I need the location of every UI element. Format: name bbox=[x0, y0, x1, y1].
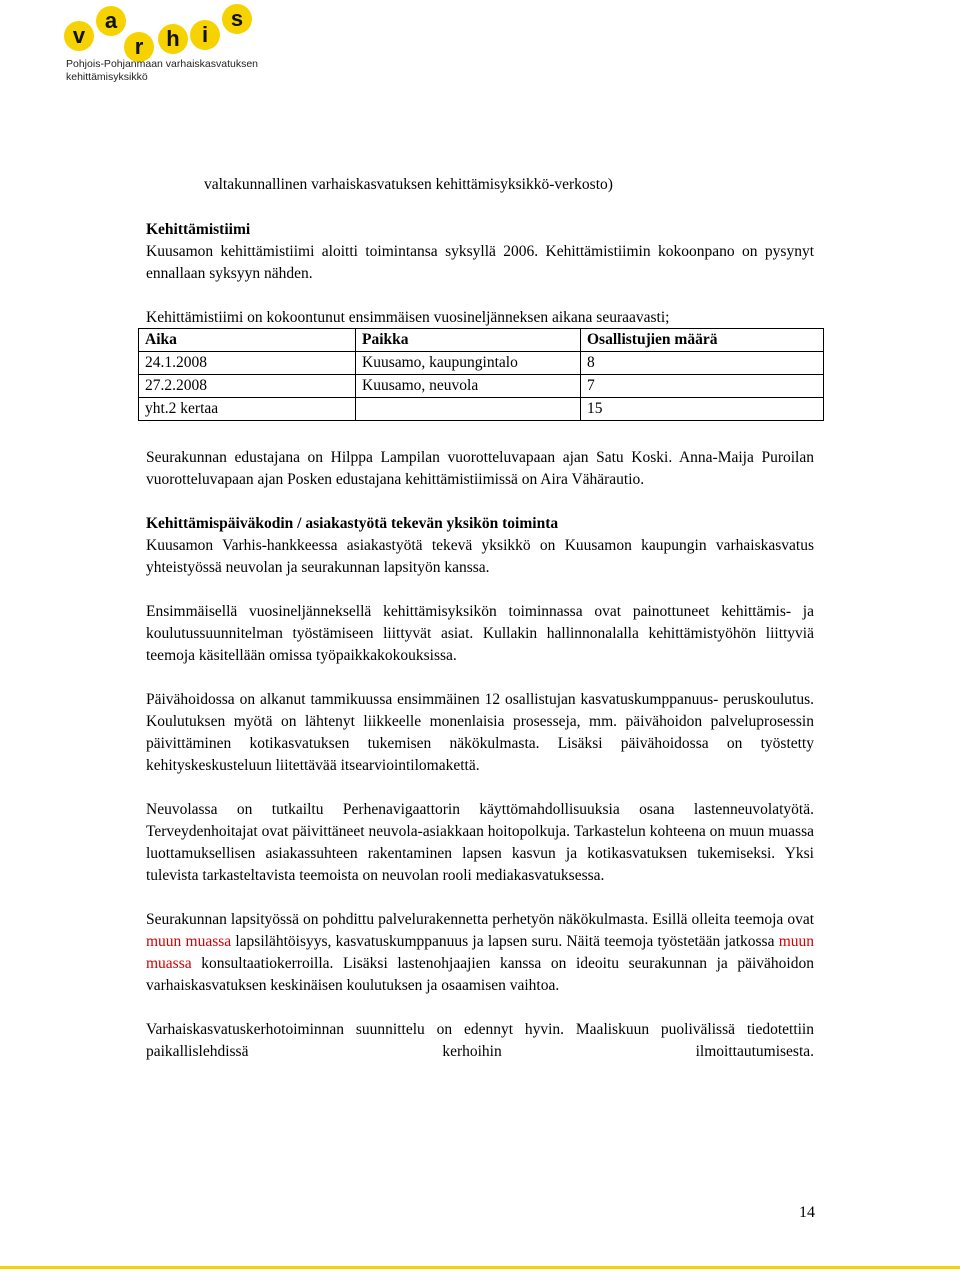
body-text bbox=[146, 447, 814, 1063]
logo-letter: v bbox=[64, 21, 94, 51]
section-text: Kuusamon kehittämistiimi aloitti toimintansa syksyllä 2006. Kehittämistiimin kokoonpano on pysynyt ennallaan syksyyn nähden. bbox=[146, 243, 814, 282]
page-number: 14 bbox=[799, 1204, 815, 1221]
paragraph-parish-part2: lapsilähtöisyys, kasvatuskumppanuus ja lapsen suru. Näitä teemoja työstetään jatkossa bbox=[231, 933, 779, 950]
table-cell: 24.1.2008 bbox=[139, 352, 356, 375]
paragraph-clinic: Neuvolassa on tutkailtu Perhenavigaattorin käyttömahdollisuuksia osana lastenneuvolatyötä. Terveydenhoitajat ovat päivittäneet neuvola-asiakkaan hoitopolkuja. Tarkastelun kohteena on muun muassa luottamuksellisen asiakassuhteen rakentaminen lapsen kasvun ja kotikasvatuksen tukemiseksi. Yksi tulevista tarkasteltavista teemoista on neuvolan rooli mediakasvatuksessa. bbox=[146, 801, 814, 884]
table-cell: 27.2.2008 bbox=[139, 375, 356, 398]
column-header: Osallistujien määrä bbox=[581, 329, 824, 352]
table-row bbox=[139, 398, 824, 421]
paragraph-parish bbox=[146, 909, 814, 997]
footer-rule bbox=[0, 1266, 960, 1269]
highlight-text: muun muassa bbox=[146, 933, 232, 950]
paragraph-parish-part3: konsultaatiokerroilla. Lisäksi lastenohjaajien kanssa on ideoitu seurakunnan ja päivähoidon varhaiskasvatuksen keskinäisen koulutuksen ja osaamisen vaihtoa. bbox=[146, 955, 814, 994]
paragraph-parish-part1: Seurakunnan lapsityössä on pohdittu palvelurakennetta perhetyön näkökulmasta. Esillä olleita teemoja ovat bbox=[146, 911, 814, 928]
section-heading: Kehittämispäiväkodin / asiakastyötä tekevän yksikön toiminta bbox=[146, 515, 559, 532]
table-cell: Kuusamo, neuvola bbox=[356, 375, 581, 398]
column-header: Aika bbox=[139, 329, 356, 352]
section-heading: Kehittämistiimi bbox=[146, 221, 251, 238]
table-cell: yht.2 kertaa bbox=[139, 398, 356, 421]
section-kehittamistiimi bbox=[146, 219, 814, 329]
table-cell: Kuusamo, kaupungintalo bbox=[356, 352, 581, 375]
logo-letter: h bbox=[158, 24, 188, 54]
section-text: Kuusamon Varhis-hankkeessa asiakastyötä tekevä yksikkö on Kuusamon kaupungin varhaiskasvatus yhteistyössä neuvolan ja seurakunnan lapsityön kanssa. bbox=[146, 537, 814, 576]
column-header: Paikka bbox=[356, 329, 581, 352]
paragraph-church-rep: Seurakunnan edustajana on Hilppa Lampilan vuorotteluvapaan ajan Satu Koski. Anna-Maija Puroilan vuorotteluvapaan ajan Posken edustajana kehittämistiimissä on Aira Vähärautio. bbox=[146, 449, 814, 488]
table-intro: Kehittämistiimi on kokoontunut ensimmäisen vuosineljänneksen aikana seuraavasti; bbox=[146, 309, 670, 326]
table-cell: 8 bbox=[581, 352, 824, 375]
logo-subtitle-line2: kehittämisyksikkö bbox=[66, 71, 148, 83]
logo-subtitle-line1: Pohjois-Pohjanmaan varhaiskasvatuksen bbox=[66, 58, 259, 70]
table-row bbox=[139, 375, 824, 398]
table-cell: 15 bbox=[581, 398, 824, 421]
logo-letter: s bbox=[222, 4, 252, 34]
table-row bbox=[139, 352, 824, 375]
paragraph-first-quarter: Ensimmäisellä vuosineljänneksellä kehittämisyksikön toiminnassa ovat painottuneet kehittämis- ja koulutussuunnitelman työstämiseen liittyvät asiat. Kullakin hallinnonalalla kehittämistyöhön liittyviä teemoja käsitellään omissa työpaikkakokouksissa. bbox=[146, 603, 814, 664]
paragraph-daycare: Päivähoidossa on alkanut tammikuussa ensimmäinen 12 osallistujan kasvatuskumppanuus- peruskoulutus. Koulutuksen myötä on lähtenyt liikkeelle monenlaisia prosesseja, mm. päivähoidon palveluprosessin päivittäminen kotikasvatuksen tukemisen näkökulmasta. Lisäksi päivähoidossa on työstetty kehityskeskusteluun liitettävää itsearviointilomakettä. bbox=[146, 691, 814, 774]
highlight-text: muun muassa bbox=[146, 933, 814, 972]
table-cell bbox=[356, 398, 581, 421]
table-header-row bbox=[139, 329, 824, 352]
intro-line: valtakunnallinen varhaiskasvatuksen kehittämisyksikkö-verkosto) bbox=[204, 176, 613, 193]
logo-letter: r bbox=[124, 32, 154, 62]
meetings-table bbox=[138, 328, 824, 421]
paragraph-board: Varhaiskasvatuskerhotoiminnan suunnittelu on edennyt hyvin. Maaliskuun puolivälissä tiedotettiin paikallislehdissä kerhoihin ilmoittautumisesta. bbox=[146, 1021, 814, 1060]
logo-letter: a bbox=[96, 6, 126, 36]
logo-letter: i bbox=[190, 20, 220, 50]
table-cell: 7 bbox=[581, 375, 824, 398]
varhis-logo bbox=[62, 4, 262, 84]
